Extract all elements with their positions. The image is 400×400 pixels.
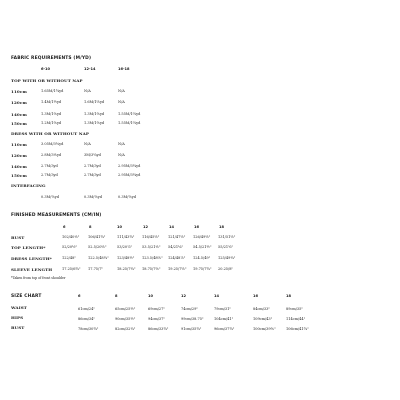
finished-cell: 124/48⅞" — [168, 256, 186, 260]
fabric-cell: N/A — [118, 89, 125, 93]
size-chart-cell: 94cm/37" — [148, 317, 165, 321]
fabric-cell: 2.8M/3⅛yd — [41, 153, 62, 157]
fabric-group-label: DRESS WITH OR WITHOUT NAP — [11, 131, 90, 136]
finished-cell: 19.25/7⅝" — [168, 267, 187, 271]
size-chart-cell: 106cm/41¾" — [286, 327, 309, 331]
size-chart-cell: 91cm/35¾" — [181, 327, 202, 331]
fabric-width: 110cm — [11, 89, 27, 94]
size-chart-cell: 86cm/33¾" — [148, 327, 169, 331]
finished-cell: 52.5/20⅝" — [88, 245, 107, 249]
finished-size-header: 14 — [169, 225, 175, 229]
size-chart-cell: 82cm/32¼" — [115, 327, 136, 331]
size-chart-cell: 114cm/44" — [286, 317, 306, 321]
finished-row-label: SLEEVE LENGTH — [11, 267, 53, 272]
size-chart-cell: 61cm/24" — [78, 307, 95, 311]
finished-row-label: BUST — [11, 235, 25, 240]
finished-cell: 125/49¼" — [218, 256, 236, 260]
finished-cell: 20.25/8" — [218, 267, 234, 271]
fabric-cell: 1.3M/1⅜yd — [41, 112, 62, 116]
finished-cell: 102/40⅛" — [62, 235, 80, 239]
fabric-group-label: TOP WITH OR WITHOUT NAP — [11, 78, 83, 83]
fabric-size-header: 6-10 — [41, 67, 50, 71]
fabric-cell: 1.4M/1½yd — [41, 100, 62, 104]
fabric-size-header: 16-18 — [118, 67, 130, 71]
finished-row-label: TOP LENGTH* — [11, 245, 46, 250]
finished-cell: 18.25/7¼" — [117, 267, 136, 271]
size-chart-header: 14 — [214, 294, 220, 298]
size-chart-header: 10 — [148, 294, 154, 298]
finished-cell: 52/20½" — [62, 245, 78, 249]
fabric-cell: 1.55M/1⅝yd — [118, 121, 141, 125]
fabric-cell: 1.2M/1⅜yd — [41, 121, 62, 125]
finished-size-header: 6 — [63, 225, 66, 229]
size-chart-cell: 65cm/25½" — [115, 307, 136, 311]
fabric-width: 120cm — [11, 100, 27, 105]
fabric-cell: 1.6M/1⅝yd — [84, 100, 105, 104]
fabric-width: 150cm — [11, 121, 27, 126]
finished-cell: 122.5/48¼" — [88, 256, 109, 260]
fabric-cell: 0.3M/⅜yd — [41, 195, 59, 199]
fabric-cell: 2.7M/3yd — [41, 173, 58, 177]
size-chart-row-label: BUST — [11, 325, 25, 330]
fabric-group-label: INTERFACING — [11, 183, 46, 188]
size-chart-cell: 79cm/31" — [214, 307, 231, 311]
fabric-width: 150cm — [11, 173, 27, 178]
finished-cell: 106/41¾" — [88, 235, 106, 239]
fabric-cell: 2.7M/3yd — [84, 164, 101, 168]
finished-cell: 54.5/21½" — [193, 245, 212, 249]
finished-size-header: 12 — [143, 225, 149, 229]
finished-cell: 53/20⅞" — [117, 245, 133, 249]
finished-cell: 55/21⅝" — [218, 245, 234, 249]
fabric-requirements-title: FABRIC REQUIREMENTS (M/YD) — [11, 56, 92, 61]
finished-cell: 126/49⅝" — [193, 235, 211, 239]
fabric-size-header: 12-14 — [84, 67, 96, 71]
fabric-width: 120cm — [11, 153, 27, 158]
size-chart-cell: 86cm/34" — [78, 317, 95, 321]
fabric-cell: 3M/3¼yd — [84, 153, 101, 157]
fabric-width: 140cm — [11, 164, 27, 169]
finished-size-header: 8 — [89, 225, 92, 229]
size-chart-cell: 96cm/37¾" — [214, 327, 235, 331]
size-chart-cell: 74cm/29" — [181, 307, 198, 311]
fabric-cell: 0.3M/⅜yd — [84, 195, 102, 199]
fabric-cell: 1.65M/1¾yd — [41, 89, 64, 93]
fabric-cell: 0.3M/⅜yd — [118, 195, 136, 199]
finished-row-label: DRESS LENGTH* — [11, 256, 52, 261]
size-chart-row-label: HIPS — [11, 315, 24, 320]
fabric-cell: N/A — [84, 89, 91, 93]
finished-measurements-title: FINISHED MEASUREMENTS (CM/IN) — [11, 213, 102, 218]
fabric-cell: 2.7M/3yd — [41, 164, 58, 168]
fabric-cell: N/A — [118, 142, 125, 146]
size-chart-cell: 109cm/43" — [253, 317, 273, 321]
finished-cell: 123.5/48⅝" — [142, 256, 163, 260]
fabric-cell: N/A — [84, 142, 91, 146]
finished-cell: 122/48" — [62, 256, 76, 260]
size-chart-cell: 84cm/33" — [253, 307, 270, 311]
size-chart-cell: 100cm/39⅜" — [253, 327, 276, 331]
finished-cell: 18.75/7⅜" — [142, 267, 161, 271]
finished-cell: 131/51⅝" — [218, 235, 236, 239]
size-chart-header: 8 — [115, 294, 118, 298]
fabric-width: 140cm — [11, 112, 27, 117]
size-chart-cell: 104cm/41" — [214, 317, 234, 321]
fabric-cell: 1.55M/1⅝yd — [118, 112, 141, 116]
size-chart-cell: 90cm/35½" — [115, 317, 136, 321]
size-chart-header: 6 — [78, 294, 81, 298]
finished-cell: 111/43¾" — [117, 235, 135, 239]
size-chart-cell: 99cm/38.75" — [181, 317, 204, 321]
size-chart-header: 16 — [253, 294, 259, 298]
finished-size-header: 18 — [219, 225, 225, 229]
fabric-cell: 1.3M/1⅜yd — [84, 112, 105, 116]
finished-cell: 19.75/7¾" — [193, 267, 212, 271]
size-chart-row-label: WAIST — [11, 305, 27, 310]
fabric-cell: 2.95M/3¼yd — [118, 173, 141, 177]
size-chart-header: 12 — [181, 294, 187, 298]
finished-size-header: 16 — [194, 225, 200, 229]
size-chart-title: SIZE CHART — [11, 294, 42, 299]
finished-size-header: 10 — [117, 225, 123, 229]
size-chart-cell: 89cm/35" — [286, 307, 303, 311]
fabric-cell: N/A — [118, 153, 125, 157]
finished-cell: 116/45⅝" — [142, 235, 160, 239]
fabric-width: 110cm — [11, 142, 27, 147]
finished-cell: 17.75/7" — [88, 267, 104, 271]
finished-cell: 53.5/21⅛" — [142, 245, 161, 249]
finished-cell: 123/48½" — [117, 256, 135, 260]
size-chart-cell: 69cm/27" — [148, 307, 165, 311]
finished-cell: 124.5/49" — [193, 256, 211, 260]
finished-footnote: *Taken from top of front shoulder — [11, 276, 66, 280]
size-chart-cell: 78cm/30¾" — [78, 327, 99, 331]
fabric-cell: 2.7M/3yd — [84, 173, 101, 177]
fabric-cell: 3.05M/3⅜yd — [41, 142, 64, 146]
finished-cell: 121/47⅝" — [168, 235, 186, 239]
fabric-cell: 1.3M/1⅜yd — [84, 121, 105, 125]
size-chart-header: 18 — [286, 294, 292, 298]
fabric-cell: 2.95M/3¼yd — [118, 164, 141, 168]
finished-cell: 54/21¼" — [168, 245, 184, 249]
fabric-cell: N/A — [118, 100, 125, 104]
finished-cell: 17.25/6¾" — [62, 267, 81, 271]
